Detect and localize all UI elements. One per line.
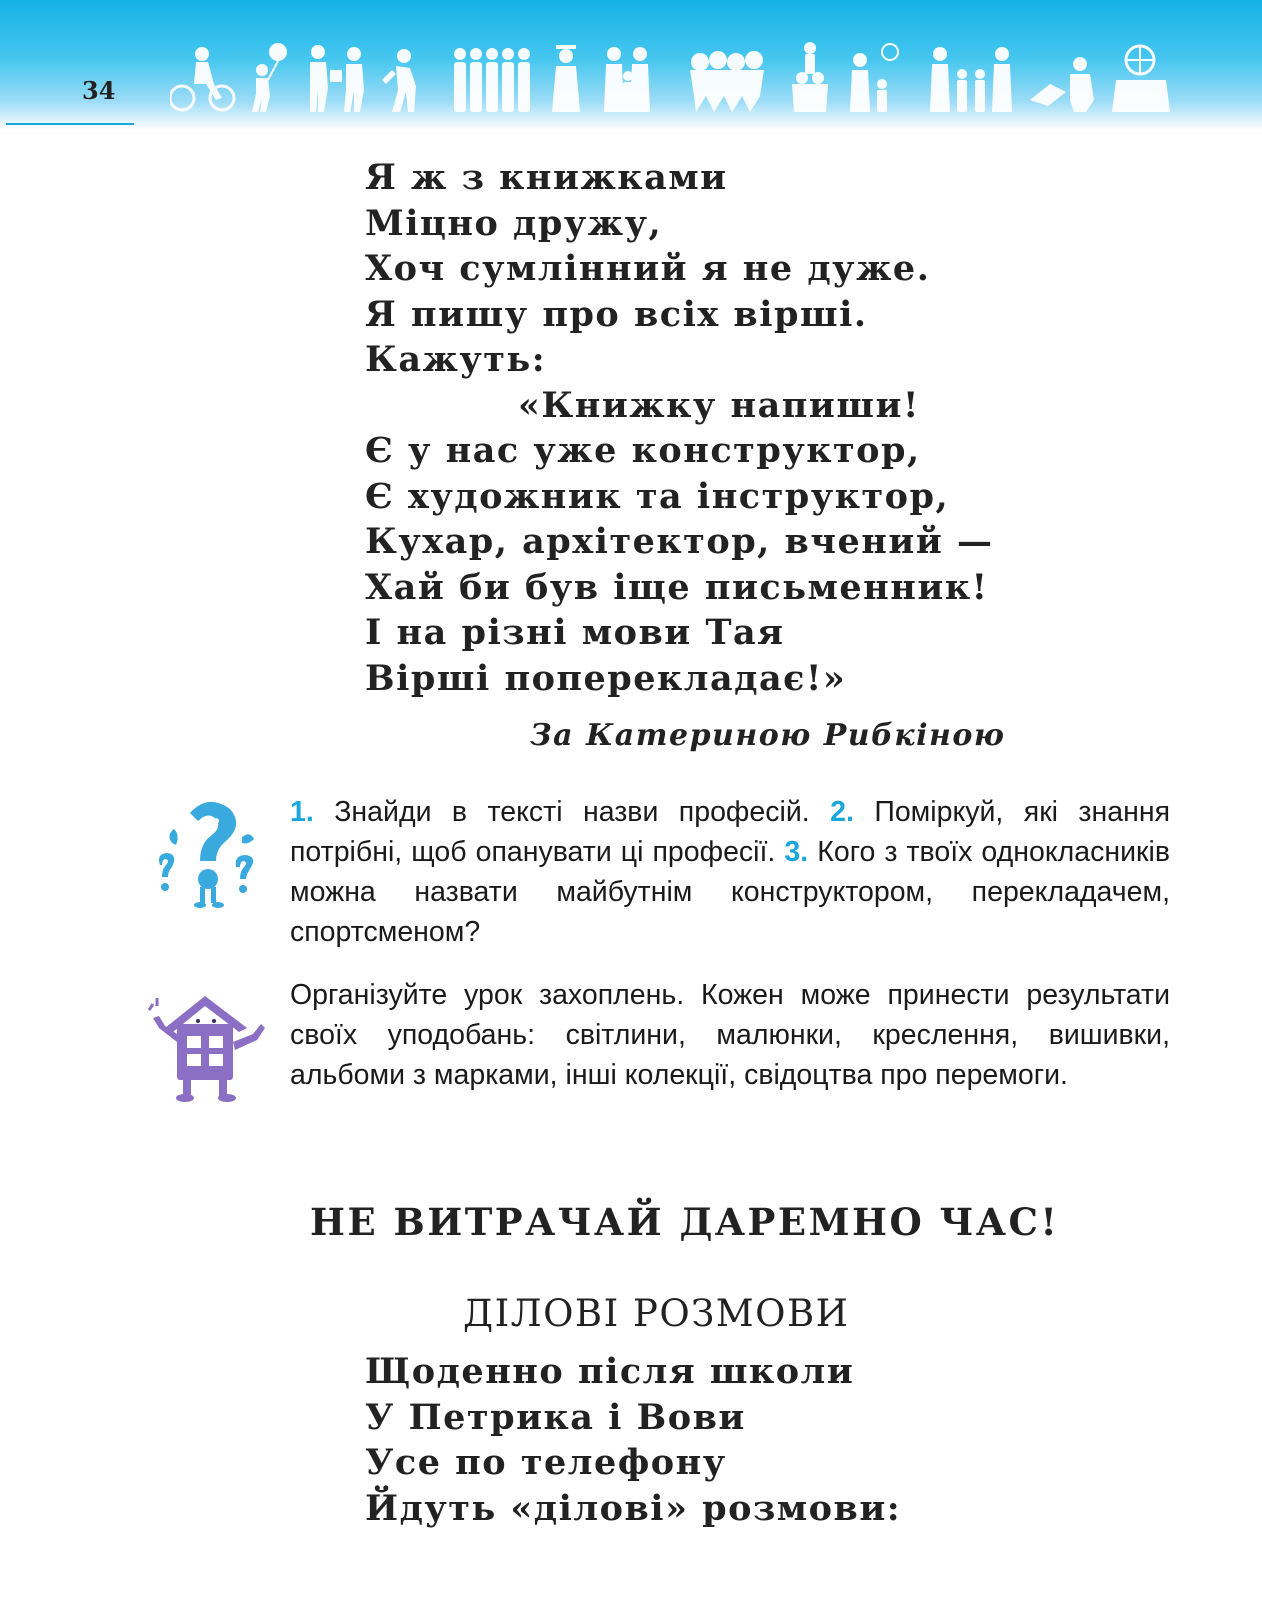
questions-block [290,792,1170,952]
poem-line: Йдуть «ділові» розмови: [365,1487,902,1529]
poem-line: Я пишу про всіх вірші. [365,293,868,335]
section-title: НЕ ВИТРАЧАЙ ДАРЕМНО ЧАС! [310,1200,1060,1244]
poem-line: Я ж з книжками [365,157,728,198]
house-character-icon [143,988,268,1103]
hobby-task-text: Організуйте урок захоплень. Кожен може принести результати своїх уподобань: світлини, малюнки, креслення, вишивки, альбоми з марками, інші колекції, свідоцтва про перемоги. [290,979,1170,1091]
people-silhouettes-banner-icon [170,40,1180,115]
question-number-2: 2. [830,796,854,828]
poem-line: Щоденно після школи [365,1351,855,1392]
question-text-2: Поміркуй, які знання потрібні, щоб опанувати ці професії. [290,796,1171,868]
poem-line: Хай би був іще письменник! [365,566,989,608]
poem-line: Вірші поперекладає!» [365,657,847,699]
poem-line: Кухар, архітектор, вчений — [365,521,994,562]
poem-line: У Петрика і Вови [365,1396,746,1438]
poem-line: І на різні мови Тая [365,612,785,653]
poem-line: «Книжку напиши! [518,384,920,426]
poem-author: За Катериною Рибкіною [530,718,1006,753]
poem-stanza [365,155,993,701]
page-number: 34 [82,76,116,105]
poem-line: Є художник та інструктор, [365,475,950,517]
poem-line: Міцно дружу, [365,202,663,244]
question-text-3: Кого з твоїх однокласників можна назвати майбутнім конструктором, перекладачем, спортсменом? [290,836,1170,948]
poem-line: Хоч сумлінний я не дуже. [365,248,931,289]
poem-stanza-2 [365,1349,901,1531]
question-number-1: 1. [290,796,314,828]
poem-line: Є у нас уже конструктор, [365,430,921,471]
page-number-rule [6,123,134,125]
question-number-3: 3. [784,836,809,868]
question-mark-character-icon [150,795,265,910]
poem-title: ДІЛОВІ РОЗМОВИ [463,1292,850,1335]
poem-line: Кажуть: [365,339,547,380]
question-text-1: Знайди в тексті назви професій. [313,796,831,828]
header-banner [0,0,1262,130]
poem-line: Усе по телефону [365,1442,727,1483]
